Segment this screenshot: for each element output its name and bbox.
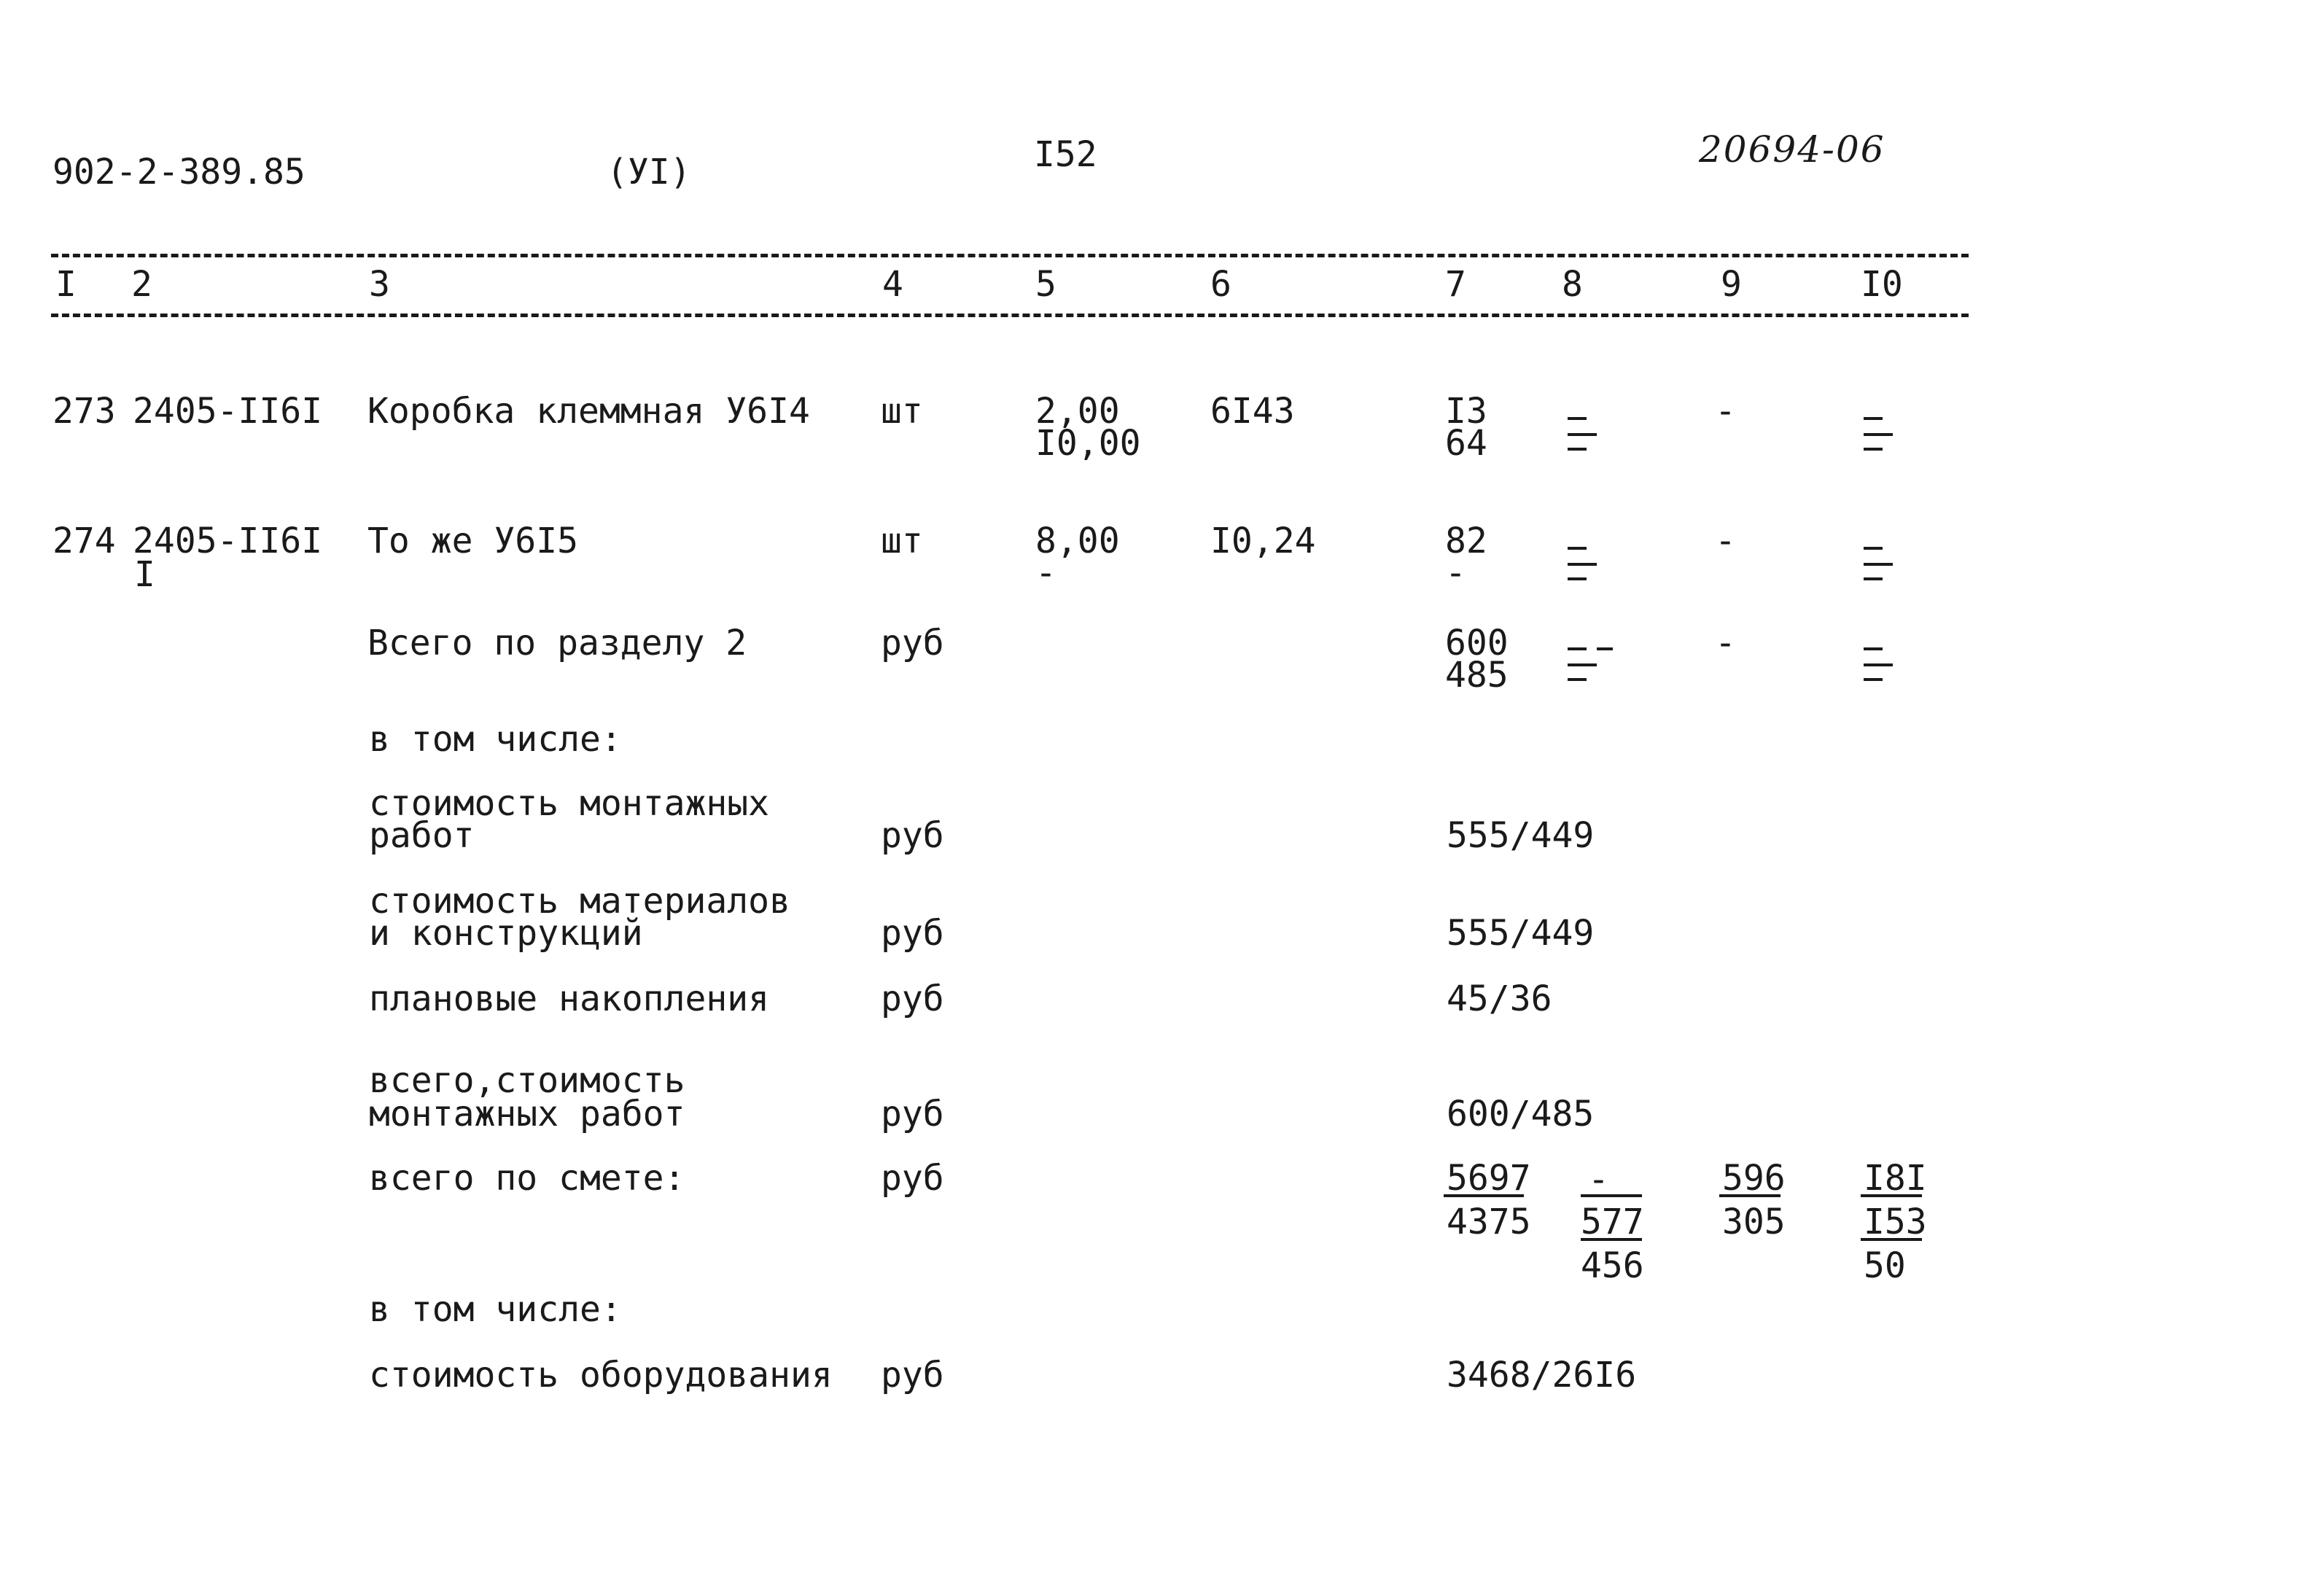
fraction-line xyxy=(1444,1194,1524,1197)
fraction-dash-c8 xyxy=(1568,577,1587,580)
estimate-c8-middle: 577 xyxy=(1581,1202,1644,1242)
including-label-2: в том числе: xyxy=(369,1289,622,1330)
estimate-c7-bottom: 4375 xyxy=(1447,1202,1531,1242)
row-unit: шт xyxy=(881,391,923,432)
fraction-dash-c10 xyxy=(1864,448,1883,451)
estimate-c10-top: I8I xyxy=(1864,1158,1927,1199)
breakdown-value: 555/449 xyxy=(1447,913,1595,954)
section-label: (УI) xyxy=(607,152,691,192)
row-number: 274 xyxy=(52,521,116,561)
row-number: 273 xyxy=(52,391,116,432)
breakdown-unit: руб xyxy=(881,815,944,856)
fraction-dash-c10 xyxy=(1864,563,1893,566)
fraction-line xyxy=(1719,1194,1780,1197)
section-total-bottom: 485 xyxy=(1445,655,1509,696)
col-header-6: 6 xyxy=(1210,264,1231,305)
col-header-3: 3 xyxy=(369,264,390,305)
col-header-2: 2 xyxy=(131,264,152,305)
doc-code: 902-2-389.85 xyxy=(52,152,305,192)
fraction-dash-c8 xyxy=(1568,563,1597,566)
fraction-dash-c10 xyxy=(1864,678,1883,681)
fraction-line xyxy=(1861,1194,1922,1197)
breakdown-value: 555/449 xyxy=(1447,815,1595,856)
col-header-8: 8 xyxy=(1562,264,1583,305)
breakdown-label-line1: стоимость монтажных xyxy=(369,783,770,824)
row-total-bottom: 64 xyxy=(1445,423,1487,464)
header-bottom-rule xyxy=(51,314,1969,317)
col-header-9: 9 xyxy=(1721,264,1742,305)
breakdown-unit: руб xyxy=(881,1094,944,1134)
fraction-dash-c10 xyxy=(1864,547,1883,550)
section-total-c9: - xyxy=(1715,623,1736,663)
fraction-dash-c8 xyxy=(1568,433,1597,436)
row-unit: шт xyxy=(881,521,923,561)
row-code: 2405-II6I xyxy=(133,521,323,561)
breakdown-label-line2: и конструкций xyxy=(369,913,643,954)
col-header-7: 7 xyxy=(1445,264,1466,305)
breakdown-label-line1: плановые накопления xyxy=(369,978,770,1019)
breakdown-label-line2: монтажных работ xyxy=(369,1094,685,1134)
fraction-dash-c8 xyxy=(1568,417,1587,420)
col-header-5: 5 xyxy=(1035,264,1056,305)
col-header-10: I0 xyxy=(1861,264,1903,305)
row-code: 2405-II6I xyxy=(133,391,323,432)
fraction-dash-c8 xyxy=(1568,678,1587,681)
row-total-top: 82 xyxy=(1445,521,1487,561)
breakdown-unit: руб xyxy=(881,913,944,954)
estimate-total-unit: руб xyxy=(881,1158,944,1199)
breakdown-label-line1: стоимость материалов xyxy=(369,881,790,922)
row-qty-bottom: - xyxy=(1035,553,1056,593)
estimate-c9-top: 596 xyxy=(1722,1158,1786,1199)
page-number: I52 xyxy=(1034,134,1097,175)
col-header-1: I xyxy=(55,264,77,305)
section-total-top: 600 xyxy=(1445,623,1509,663)
estimate-c8-top: - xyxy=(1588,1159,1609,1200)
row-qty-top: 2,00 xyxy=(1035,391,1120,432)
fraction-dash-c10 xyxy=(1864,433,1893,436)
row-c9: - xyxy=(1715,521,1736,561)
equipment-cost-label: стоимость оборудования xyxy=(369,1355,833,1395)
fraction-dash-c10 xyxy=(1864,647,1883,650)
col-header-4: 4 xyxy=(882,264,903,305)
section-total-unit: руб xyxy=(881,623,944,663)
estimate-c7-top: 5697 xyxy=(1447,1158,1531,1199)
handwritten-stamp: 20694-06 xyxy=(1699,128,1885,171)
row-price: 6I43 xyxy=(1210,391,1295,432)
breakdown-unit: руб xyxy=(881,978,944,1019)
estimate-c9-bottom: 305 xyxy=(1722,1202,1786,1242)
header-top-rule xyxy=(51,254,1969,257)
breakdown-label-line1: всего,стоимость xyxy=(369,1060,685,1101)
estimate-total-label: всего по смете: xyxy=(369,1158,685,1199)
fraction-dash-c10 xyxy=(1864,663,1893,666)
equipment-cost-value: 3468/26I6 xyxy=(1447,1355,1637,1395)
section-total-label: Всего по разделу 2 xyxy=(367,623,747,663)
breakdown-label-line2: работ xyxy=(369,815,475,856)
equipment-cost-unit: руб xyxy=(881,1355,944,1395)
estimate-c10-bottom: 50 xyxy=(1864,1245,1906,1286)
row-c9: - xyxy=(1715,391,1736,432)
row-name: То же У6I5 xyxy=(367,521,578,561)
row-total-bottom: - xyxy=(1445,553,1466,593)
row-qty-top: 8,00 xyxy=(1035,521,1120,561)
row-qty-bottom: I0,00 xyxy=(1035,423,1141,464)
fraction-dash-c10 xyxy=(1864,577,1883,580)
fraction-line xyxy=(1861,1238,1922,1241)
row-total-top: I3 xyxy=(1445,391,1487,432)
row-price: I0,24 xyxy=(1210,521,1316,561)
fraction-dash-c8 xyxy=(1568,647,1587,650)
fraction-dash-c8 xyxy=(1597,647,1613,650)
row-name: Коробка клеммная У6I4 xyxy=(367,391,810,432)
including-label: в том числе: xyxy=(369,719,622,760)
estimate-c8-bottom: 456 xyxy=(1581,1245,1644,1286)
fraction-line xyxy=(1581,1238,1642,1241)
fraction-dash-c8 xyxy=(1568,448,1587,451)
estimate-c10-middle: I53 xyxy=(1864,1202,1927,1242)
fraction-dash-c8 xyxy=(1568,663,1597,666)
fraction-dash-c10 xyxy=(1864,417,1883,420)
breakdown-value: 45/36 xyxy=(1447,978,1552,1019)
breakdown-value: 600/485 xyxy=(1447,1094,1595,1134)
fraction-line xyxy=(1581,1194,1642,1197)
fraction-dash-c8 xyxy=(1568,547,1587,550)
row-code-line2: I xyxy=(134,554,155,595)
